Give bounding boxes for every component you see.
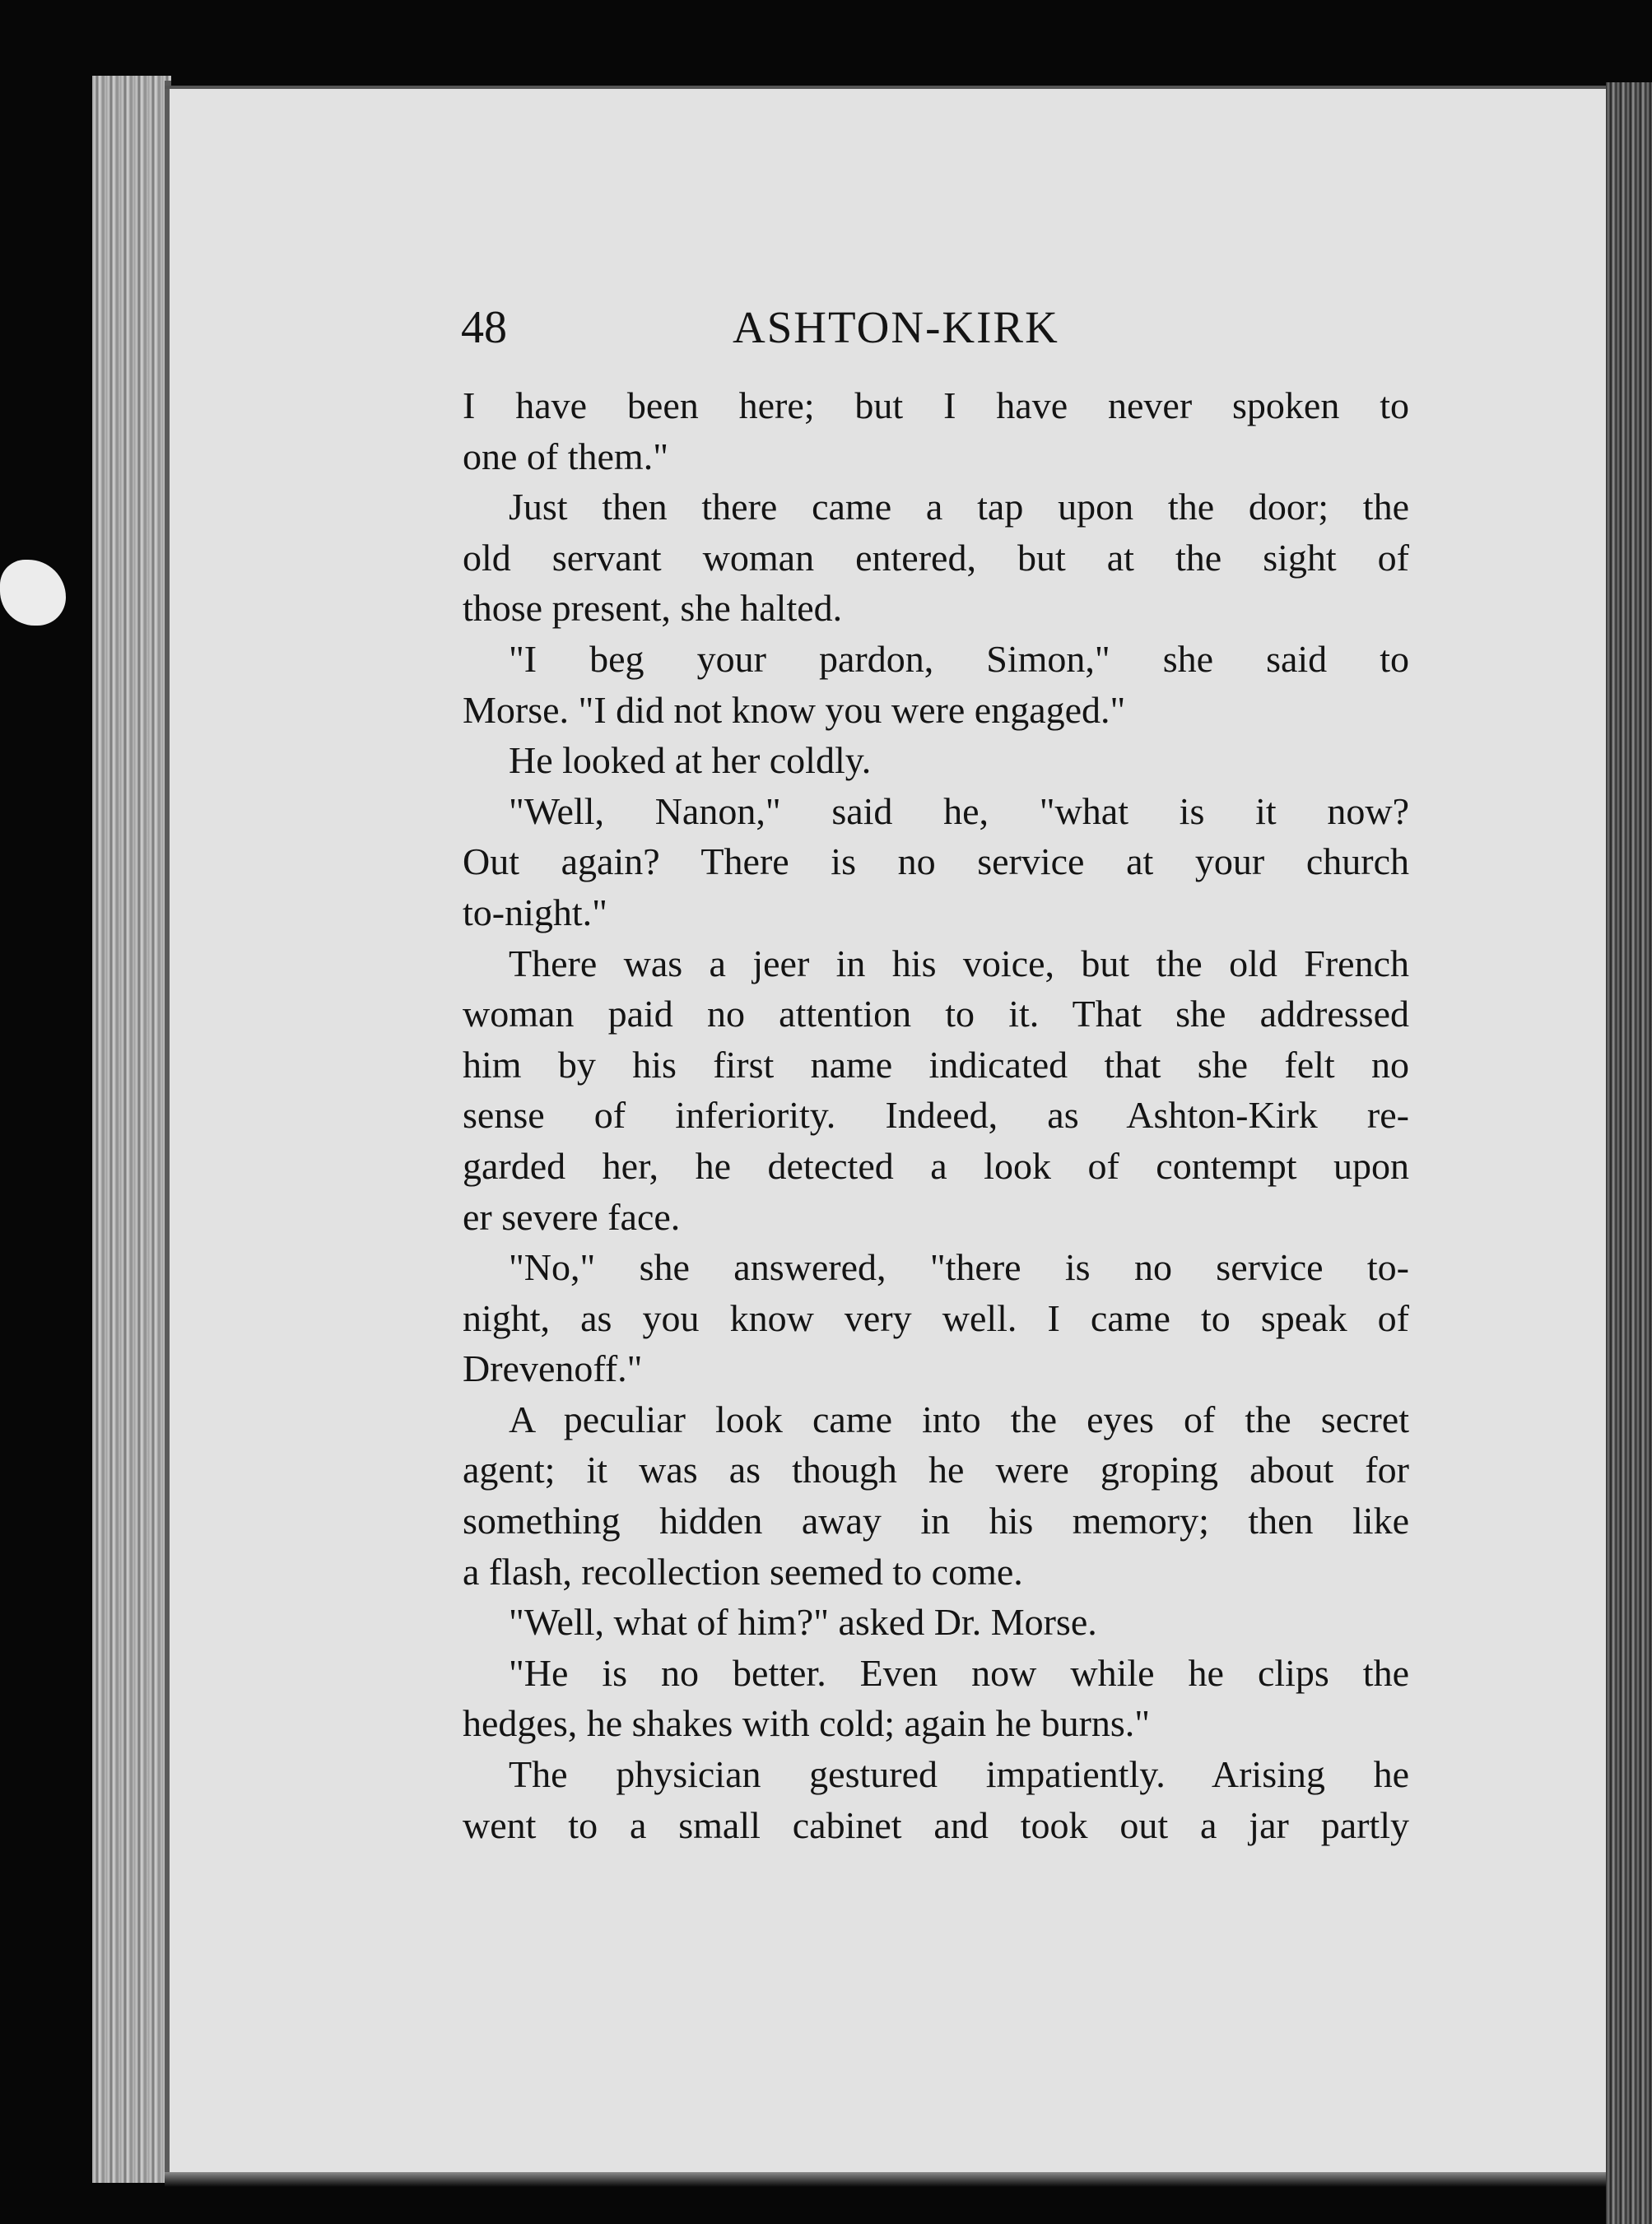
text-line: "He is no better. Even now while he clips the xyxy=(509,1651,1409,1694)
facing-page-edge xyxy=(1606,82,1652,2224)
page-number: 48 xyxy=(461,302,507,353)
text-line: something hidden away in his memory; then like xyxy=(463,1500,1409,1542)
text-line: agent; it was as though he were groping about for xyxy=(463,1449,1409,1491)
text-line: Morse. "I did not know you were engaged." xyxy=(463,688,1126,731)
text-line: a flash, recollection seemed to come. xyxy=(463,1550,1023,1593)
text-line: him by his first name indicated that she felt no xyxy=(463,1043,1409,1086)
text-line: garded her, he detected a look of contempt upon xyxy=(463,1144,1409,1187)
scanner-thumb-mark xyxy=(0,560,66,626)
text-line: sense of inferiority. Indeed, as Ashton-Kirk re- xyxy=(463,1094,1409,1137)
running-header xyxy=(461,295,1416,361)
page-top-edge xyxy=(165,86,1606,89)
text-line: He looked at her coldly. xyxy=(509,739,872,782)
text-line: er severe face. xyxy=(463,1195,681,1238)
text-line: I have been here; but I have never spoken to xyxy=(463,384,1409,426)
text-line: "I beg your pardon, Simon," she said to xyxy=(509,637,1409,680)
text-line: those present, she halted. xyxy=(463,587,843,630)
text-line: old servant woman entered, but at the sight of xyxy=(463,536,1409,579)
page-bottom-edge xyxy=(165,2172,1606,2187)
text-line: Just then there came a tap upon the door; the xyxy=(509,486,1409,528)
body-text xyxy=(463,380,1409,1850)
text-line: one of them." xyxy=(463,435,668,477)
text-line: "No," she answered, "there is no service to- xyxy=(509,1246,1409,1289)
text-line: went to a small cabinet and took out a jar partly xyxy=(463,1803,1409,1846)
text-line: There was a jeer in his voice, but the old French xyxy=(509,942,1409,984)
text-line: "Well, what of him?" asked Dr. Morse. xyxy=(509,1601,1097,1644)
book-binding-edge xyxy=(92,76,171,2183)
text-line: night, as you know very well. I came to speak of xyxy=(463,1296,1409,1339)
text-line: A peculiar look came into the eyes of the secret xyxy=(509,1398,1409,1440)
text-line: "Well, Nanon," said he, "what is it now? xyxy=(509,789,1409,832)
text-line: The physician gestured impatiently. Arising he xyxy=(509,1753,1409,1796)
text-line: Out again? There is no service at your church xyxy=(463,840,1409,883)
text-line: hedges, he shakes with cold; again he burns." xyxy=(463,1702,1151,1745)
running-title: ASHTON-KIRK xyxy=(733,302,1059,352)
text-line: woman paid no attention to it. That she addressed xyxy=(463,993,1409,1035)
text-line: to-night." xyxy=(463,891,607,933)
text-line: Drevenoff." xyxy=(463,1347,643,1390)
